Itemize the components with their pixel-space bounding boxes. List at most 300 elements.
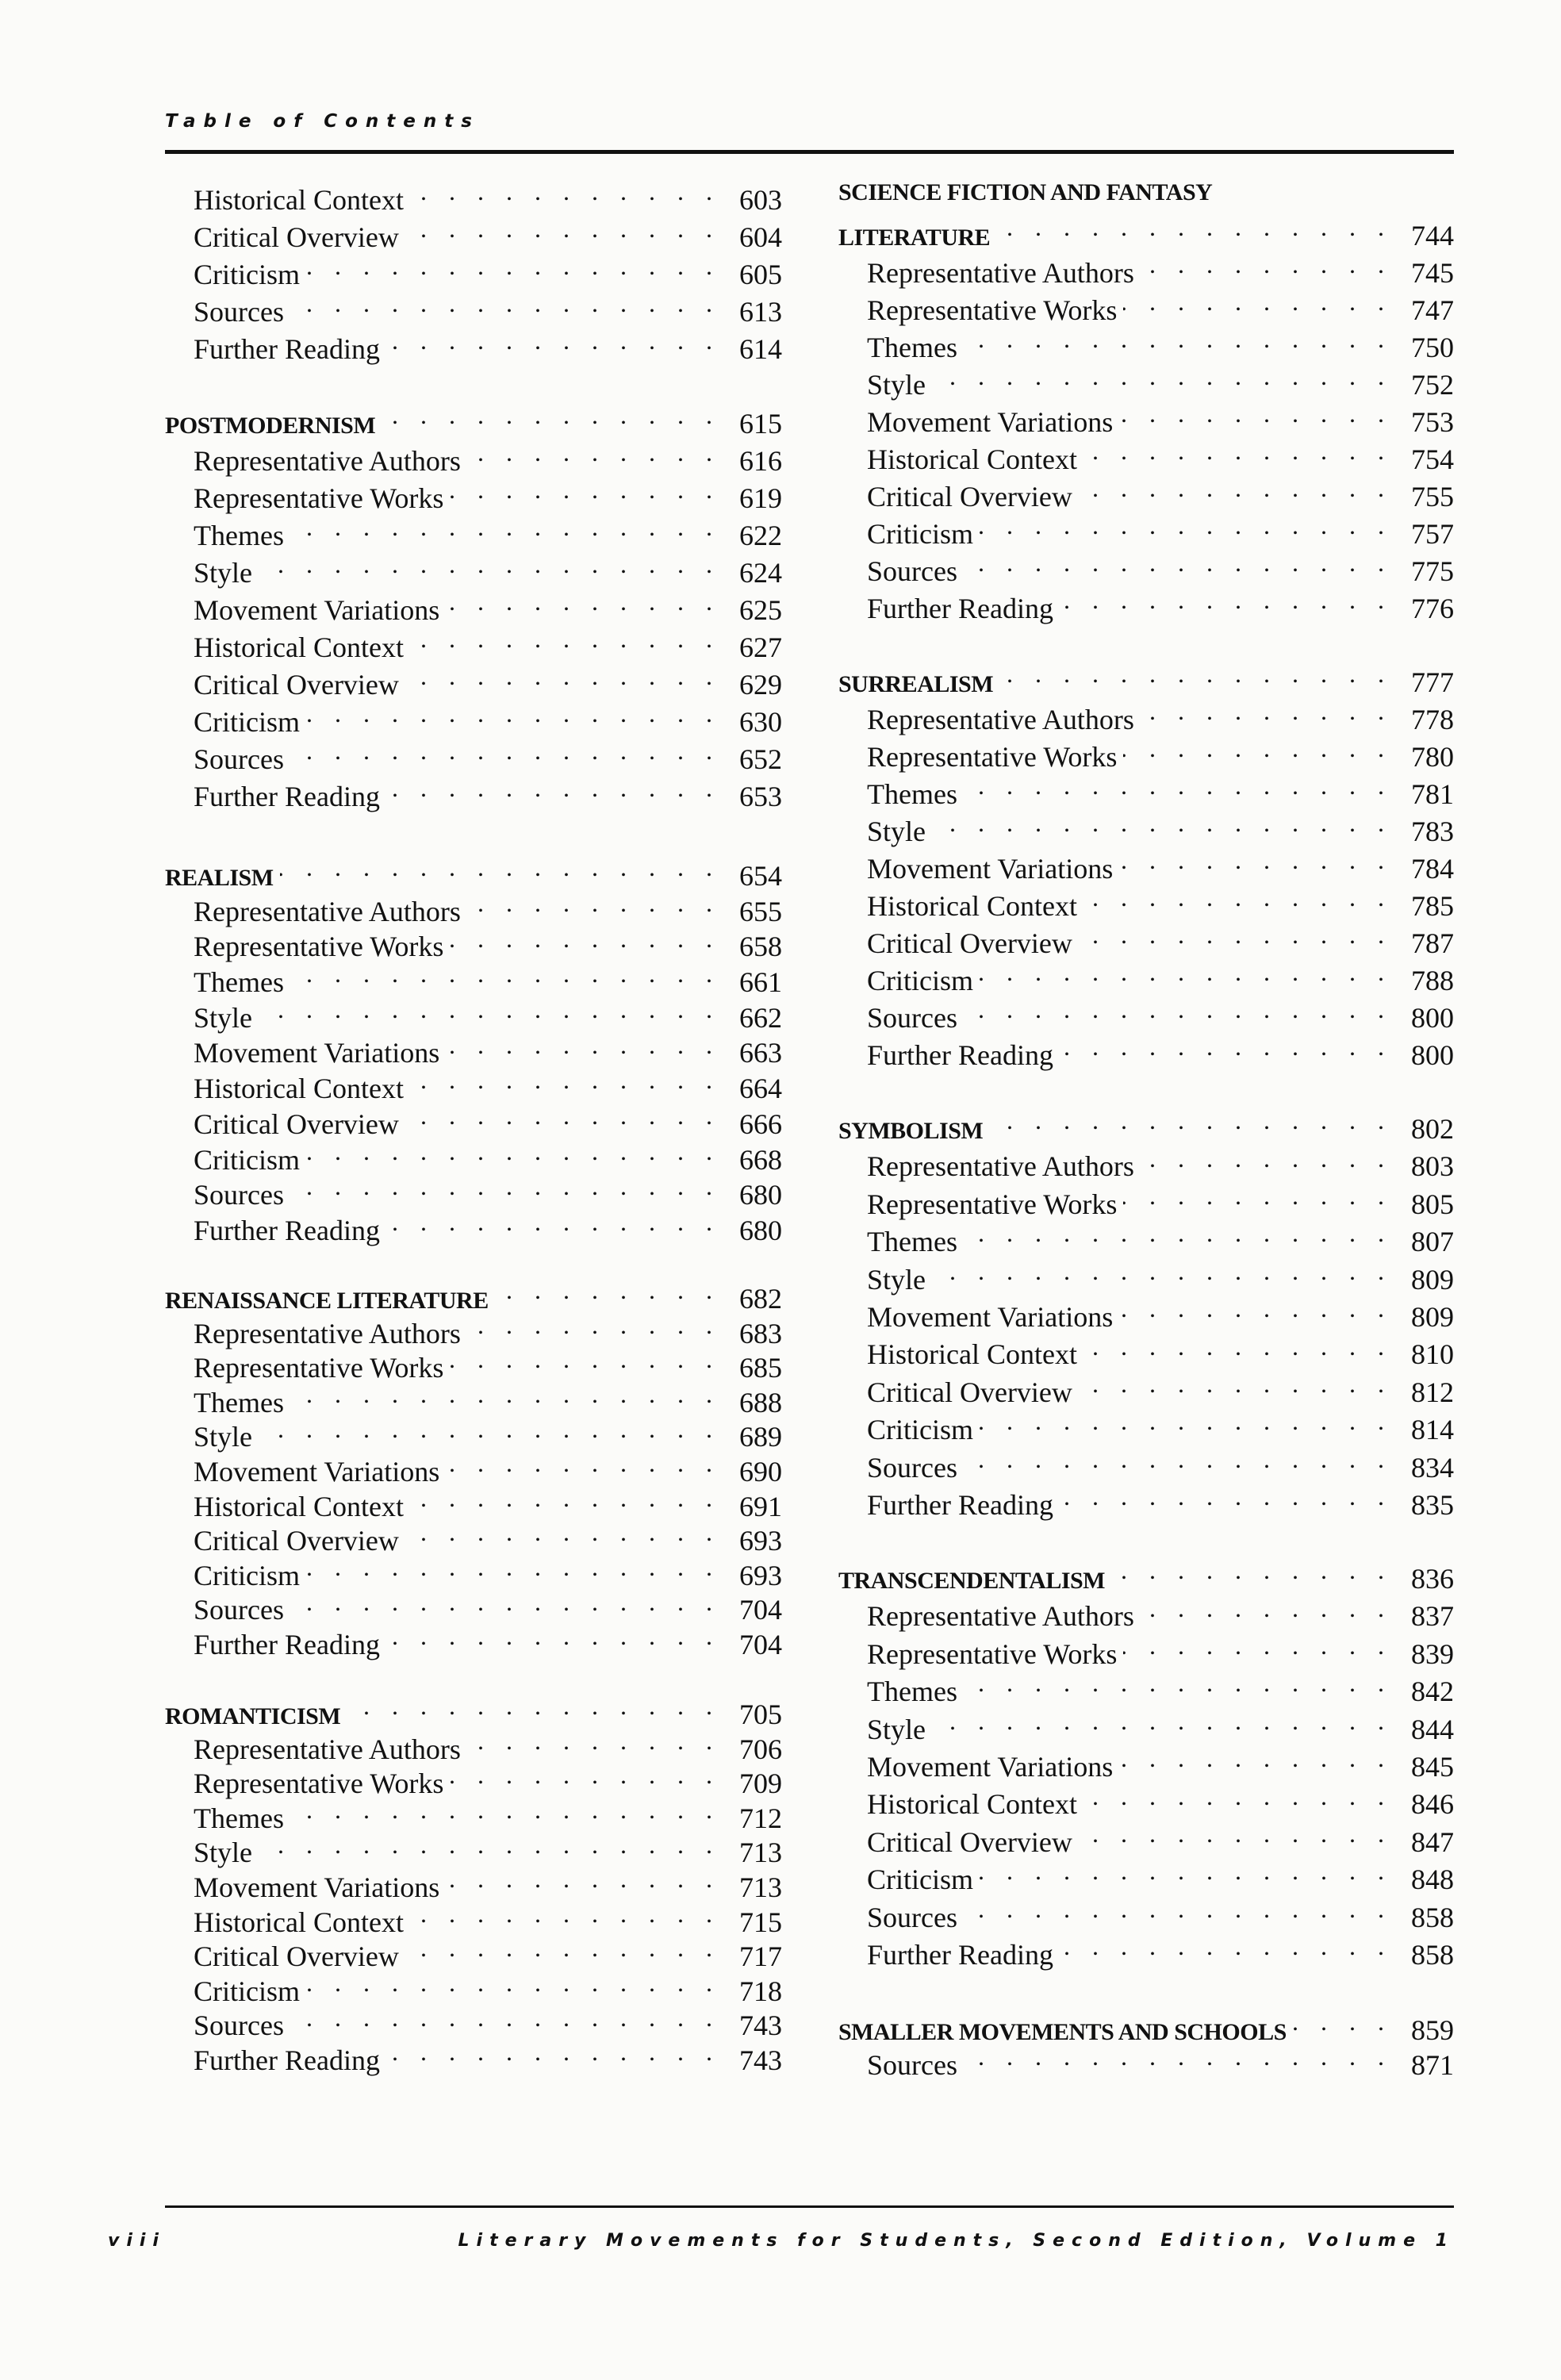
toc-entry[interactable] <box>838 291 1454 328</box>
toc-page-number: 604 <box>712 221 782 254</box>
toc-entry[interactable] <box>838 999 1454 1036</box>
toc-entry-label: SURREALISM <box>838 671 999 698</box>
toc-entry[interactable] <box>165 1626 782 1660</box>
toc-entry[interactable] <box>838 775 1454 812</box>
toc-entry[interactable] <box>165 1384 782 1418</box>
toc-page-number: 668 <box>712 1143 782 1177</box>
toc-page-number: 691 <box>712 1490 782 1523</box>
toc-entry[interactable] <box>838 1486 1454 1523</box>
toc-entry-label: Representative Authors <box>194 444 467 478</box>
toc-entry[interactable] <box>838 1373 1454 1411</box>
toc-entry[interactable] <box>165 777 782 815</box>
dot-leader <box>467 1315 712 1343</box>
toc-page-number: 718 <box>712 1975 782 2008</box>
toc-entry-label: Criticism <box>194 1975 306 2008</box>
toc-entry-label: Further Reading <box>867 1488 1060 1522</box>
toc-entry[interactable] <box>165 1315 782 1349</box>
toc-entry[interactable] <box>165 1488 782 1522</box>
toc-page-number: 787 <box>1384 927 1454 960</box>
toc-entry[interactable] <box>838 1261 1454 1298</box>
toc-entry-label: Style <box>194 556 259 589</box>
toc-entry[interactable] <box>165 2006 782 2041</box>
toc-page-number: 814 <box>1384 1413 1454 1446</box>
toc-entry[interactable] <box>838 1672 1454 1710</box>
toc-entry[interactable] <box>838 962 1454 999</box>
toc-entry[interactable] <box>838 887 1454 924</box>
toc-page-number: 662 <box>712 1001 782 1035</box>
toc-section <box>165 1695 782 2076</box>
dot-leader <box>999 663 1384 692</box>
toc-entry-label: Historical Context <box>867 1338 1083 1371</box>
toc-entry[interactable] <box>165 1453 782 1488</box>
running-head: Table of Contents <box>165 111 480 132</box>
toc-page-number: 616 <box>712 444 782 478</box>
toc-entry[interactable] <box>838 1223 1454 1260</box>
dot-leader <box>1079 1823 1384 1852</box>
toc-entry[interactable] <box>838 1147 1454 1184</box>
toc-entry-label: Further Reading <box>867 592 1060 625</box>
dot-leader <box>290 293 712 321</box>
toc-entry-label: Criticism <box>194 705 306 739</box>
toc-entry-label: Critical Overview <box>194 668 405 701</box>
toc-page-number: 802 <box>1384 1112 1454 1146</box>
toc-page-number: 788 <box>1384 964 1454 997</box>
toc-entry[interactable] <box>165 1764 782 1799</box>
dot-leader <box>1119 1298 1384 1326</box>
toc-page-number: 775 <box>1384 555 1454 588</box>
dot-leader <box>1119 850 1384 878</box>
dot-leader <box>450 479 712 508</box>
toc-entry-label: Critical Overview <box>867 927 1079 960</box>
toc-page-number: 800 <box>1384 1001 1454 1035</box>
toc-entry-label: Representative Authors <box>194 1317 467 1350</box>
toc-entry-label: Style <box>194 1001 259 1035</box>
toc-entry[interactable] <box>165 1418 782 1453</box>
dot-leader <box>964 1672 1384 1701</box>
dot-leader <box>290 1176 712 1204</box>
toc-section <box>165 181 782 367</box>
toc-page-number: 688 <box>712 1386 782 1419</box>
toc-entry[interactable] <box>165 1868 782 1903</box>
toc-section-heading[interactable] <box>838 2011 1454 2046</box>
toc-page-number: 627 <box>712 631 782 664</box>
toc-entry-label: Critical Overview <box>867 480 1079 513</box>
toc-entry[interactable] <box>165 479 782 516</box>
toc-entry[interactable] <box>838 1298 1454 1335</box>
toc-section-heading[interactable] <box>165 405 782 442</box>
toc-section-heading-line[interactable] <box>838 179 1454 217</box>
toc-page-number: 858 <box>1384 1938 1454 1971</box>
toc-page-number: 835 <box>1384 1488 1454 1522</box>
toc-entry-label: Sources <box>194 743 290 776</box>
toc-entry-label: RENAISSANCE LITERATURE <box>165 1288 495 1315</box>
toc-page-number: 776 <box>1384 592 1454 625</box>
dot-leader <box>280 857 712 885</box>
toc-entry-label: Historical Context <box>194 1906 410 1939</box>
toc-section <box>165 405 782 815</box>
dot-leader <box>1141 254 1384 282</box>
toc-entry-label: Critical Overview <box>194 1524 405 1557</box>
toc-entry[interactable] <box>165 255 782 293</box>
toc-entry[interactable] <box>838 515 1454 552</box>
toc-page-number: 846 <box>1384 1787 1454 1821</box>
toc-entry[interactable] <box>165 1349 782 1384</box>
dot-leader <box>1083 887 1384 916</box>
toc-page-number: 844 <box>1384 1713 1454 1746</box>
toc-entry-label: Historical Context <box>194 1072 410 1105</box>
toc-entry[interactable] <box>165 740 782 777</box>
toc-entry[interactable] <box>838 1335 1454 1372</box>
toc-entry[interactable] <box>165 293 782 330</box>
dot-leader <box>932 1261 1384 1289</box>
toc-entry-label: Further Reading <box>194 1214 386 1247</box>
toc-page-number: 605 <box>712 258 782 291</box>
toc-entry-label: Movement Variations <box>194 1871 446 1904</box>
dot-leader <box>964 552 1384 581</box>
toc-section <box>838 1560 1454 1973</box>
dot-leader <box>980 515 1384 543</box>
toc-entry[interactable] <box>838 1785 1454 1822</box>
toc-entry-label: Themes <box>867 777 964 811</box>
footer-rule <box>165 2205 1454 2208</box>
toc-entry[interactable] <box>165 181 782 218</box>
toc-entry-label: POSTMODERNISM <box>165 413 382 440</box>
dot-leader <box>386 1626 712 1654</box>
toc-entry-label: Representative Works <box>867 1188 1123 1221</box>
toc-entry-label: Movement Variations <box>867 852 1119 885</box>
toc-entry[interactable] <box>838 440 1454 478</box>
toc-page-number: 614 <box>712 332 782 366</box>
dot-leader <box>410 628 712 657</box>
dot-leader <box>386 1211 712 1240</box>
toc-entry-label: Criticism <box>194 1559 306 1592</box>
toc-entry[interactable] <box>838 1036 1454 1073</box>
toc-entry[interactable] <box>165 628 782 666</box>
toc-entry[interactable] <box>165 1211 782 1247</box>
dot-leader <box>964 1898 1384 1927</box>
toc-entry-label: Further Reading <box>194 2044 386 2077</box>
toc-entry-label: Sources <box>867 1901 964 1934</box>
toc-page-number: 783 <box>1384 815 1454 848</box>
toc-entry[interactable] <box>165 554 782 591</box>
toc-page-number: 654 <box>712 859 782 892</box>
toc-page-number: 744 <box>1384 219 1454 252</box>
toc-page-number: 712 <box>712 1802 782 1835</box>
toc-entry[interactable] <box>838 1898 1454 1936</box>
toc-entry[interactable] <box>838 366 1454 403</box>
toc-page-number: 837 <box>1384 1599 1454 1633</box>
toc-entry[interactable] <box>165 999 782 1035</box>
toc-entry[interactable] <box>165 516 782 554</box>
dot-leader <box>386 2041 712 2070</box>
toc-section-heading[interactable] <box>165 857 782 892</box>
toc-entry[interactable] <box>165 892 782 928</box>
toc-entry[interactable] <box>838 1860 1454 1898</box>
toc-section <box>838 2011 1454 2081</box>
toc-entry[interactable] <box>165 1591 782 1626</box>
toc-page-number: 757 <box>1384 517 1454 551</box>
dot-leader <box>467 1730 712 1759</box>
toc-entry-label: Further Reading <box>867 1938 1060 1971</box>
dot-leader <box>446 1453 712 1481</box>
toc-page-number: 622 <box>712 519 782 552</box>
toc-entry-label: Representative Authors <box>867 703 1141 736</box>
toc-entry-label: Critical Overview <box>867 1376 1079 1409</box>
toc-entry-label: Style <box>867 1263 932 1296</box>
toc-entry-label: Themes <box>867 1225 964 1258</box>
toc-entry[interactable] <box>165 591 782 628</box>
dot-leader <box>405 1522 712 1550</box>
toc-entry[interactable] <box>838 738 1454 775</box>
toc-entry-label: Representative Authors <box>867 256 1141 290</box>
toc-entry[interactable] <box>165 703 782 740</box>
dot-leader <box>1123 1635 1384 1664</box>
toc-page-number: 743 <box>712 2009 782 2042</box>
toc-entry[interactable] <box>838 478 1454 515</box>
toc-page-number: 613 <box>712 295 782 328</box>
toc-entry-label: Criticism <box>194 258 306 291</box>
toc-entry-label: Movement Variations <box>867 1750 1119 1783</box>
dot-leader <box>259 999 712 1027</box>
book-title: Literary Movements for Students, Second Edition, Volume 1 <box>458 2231 1455 2251</box>
dot-leader <box>467 892 712 921</box>
toc-page-number: 652 <box>712 743 782 776</box>
toc-section-heading[interactable] <box>838 1560 1454 1597</box>
toc-entry[interactable] <box>165 666 782 703</box>
toc-page-number: 781 <box>1384 777 1454 811</box>
toc-entry-label: Criticism <box>867 964 980 997</box>
dot-leader <box>495 1280 712 1308</box>
toc-entry-label: Sources <box>867 1001 964 1035</box>
toc-entry-label: Further Reading <box>194 780 386 813</box>
toc-entry[interactable] <box>838 924 1454 962</box>
toc-entry-label: Movement Variations <box>867 1300 1119 1334</box>
toc-entry[interactable] <box>165 442 782 479</box>
toc-page-number: 805 <box>1384 1188 1454 1221</box>
dot-leader <box>989 1110 1384 1138</box>
toc-page-number: 836 <box>1384 1562 1454 1595</box>
toc-entry[interactable] <box>838 1635 1454 1672</box>
toc-entry[interactable] <box>838 403 1454 440</box>
toc-entry[interactable] <box>165 1069 782 1105</box>
toc-entry[interactable] <box>165 1034 782 1069</box>
toc-entry-label: Criticism <box>867 1863 980 1896</box>
dot-leader <box>980 1860 1384 1889</box>
toc-section <box>838 1110 1454 1523</box>
dot-leader <box>446 1868 712 1897</box>
toc-entry[interactable] <box>165 1730 782 1765</box>
toc-entry-label: Movement Variations <box>194 1036 446 1069</box>
toc-entry[interactable] <box>838 1936 1454 1973</box>
toc-entry-label: Style <box>194 1836 259 1869</box>
toc-entry-label: Historical Context <box>194 183 410 217</box>
toc-page-number: 834 <box>1384 1451 1454 1484</box>
dot-leader <box>980 1411 1384 1439</box>
toc-entry-label: Historical Context <box>867 443 1083 476</box>
toc-entry[interactable] <box>838 812 1454 850</box>
toc-page-number: 658 <box>712 930 782 963</box>
toc-page-number: 803 <box>1384 1150 1454 1183</box>
toc-entry[interactable] <box>165 1176 782 1211</box>
toc-entry[interactable] <box>838 1710 1454 1748</box>
dot-leader <box>1111 1560 1384 1588</box>
toc-page-number: 663 <box>712 1036 782 1069</box>
toc-entry[interactable] <box>838 701 1454 738</box>
toc-entry[interactable] <box>838 254 1454 291</box>
dot-leader <box>1123 738 1384 766</box>
dot-leader <box>306 1972 712 2001</box>
page-number: viii <box>108 2231 166 2251</box>
dot-leader <box>450 927 712 956</box>
dot-leader <box>290 1591 712 1619</box>
dot-leader <box>382 405 712 433</box>
toc-section-heading[interactable] <box>165 1695 782 1730</box>
toc-entry[interactable] <box>838 1411 1454 1448</box>
toc-page-number: 624 <box>712 556 782 589</box>
toc-page-number: 704 <box>712 1593 782 1626</box>
toc-entry[interactable] <box>165 1833 782 1868</box>
dot-leader <box>980 962 1384 990</box>
toc-page-number: 747 <box>1384 294 1454 327</box>
toc-page-number: 689 <box>712 1420 782 1453</box>
toc-entry-label: Sources <box>194 2009 290 2042</box>
toc-page-number: 717 <box>712 1940 782 1973</box>
toc-page-number: 810 <box>1384 1338 1454 1371</box>
toc-entry[interactable] <box>838 328 1454 366</box>
toc-entry-label: Critical Overview <box>194 1107 405 1141</box>
dot-leader <box>290 1799 712 1828</box>
toc-entry-label: Sources <box>867 555 964 588</box>
toc-page-number: 693 <box>712 1559 782 1592</box>
toc-entry-label: Historical Context <box>867 1787 1083 1821</box>
toc-entry[interactable] <box>165 1105 782 1141</box>
toc-page-number: 682 <box>712 1282 782 1315</box>
dot-leader <box>932 812 1384 841</box>
toc-section <box>165 1280 782 1660</box>
toc-entry-label: TRANSCENDENTALISM <box>838 1568 1111 1595</box>
toc-entry[interactable] <box>838 552 1454 589</box>
toc-entry-label: Representative Works <box>194 1351 450 1384</box>
dot-leader <box>450 1764 712 1793</box>
toc-page-number: 809 <box>1384 1300 1454 1334</box>
toc-entry[interactable] <box>838 1823 1454 1860</box>
toc-page-number: 683 <box>712 1317 782 1350</box>
dot-leader <box>386 777 712 806</box>
dot-leader <box>290 740 712 769</box>
toc-entry[interactable] <box>838 589 1454 627</box>
toc-entry[interactable] <box>838 1597 1454 1634</box>
toc-page-number: 713 <box>712 1871 782 1904</box>
dot-leader <box>259 1418 712 1446</box>
dot-leader <box>932 1710 1384 1739</box>
dot-leader <box>964 999 1384 1027</box>
toc-entry-label: Themes <box>867 1675 964 1708</box>
dot-leader <box>964 1449 1384 1477</box>
dot-leader <box>410 1903 712 1932</box>
toc-entry-label: Further Reading <box>194 1628 386 1661</box>
toc-page-number: 743 <box>712 2044 782 2077</box>
toc-page-number: 871 <box>1384 2048 1454 2082</box>
toc-entry[interactable] <box>838 1185 1454 1223</box>
toc-entry-label: Representative Authors <box>194 1733 467 1766</box>
toc-entry[interactable] <box>165 927 782 963</box>
toc-entry[interactable] <box>165 1799 782 1834</box>
dot-leader <box>259 1833 712 1862</box>
dot-leader <box>306 255 712 284</box>
toc-entry[interactable] <box>838 2046 1454 2081</box>
toc-section <box>165 857 782 1247</box>
toc-entry[interactable] <box>165 1557 782 1591</box>
toc-entry[interactable] <box>165 330 782 367</box>
toc-page-number: 800 <box>1384 1038 1454 1072</box>
toc-entry-label: Style <box>867 1713 932 1746</box>
toc-entry-label: Style <box>867 815 932 848</box>
toc-page-number: 807 <box>1384 1225 1454 1258</box>
toc-page-number: 705 <box>712 1698 782 1731</box>
toc-page-number: 809 <box>1384 1263 1454 1296</box>
toc-entry[interactable] <box>165 2041 782 2076</box>
toc-entry[interactable] <box>838 1748 1454 1785</box>
toc-page-number: 693 <box>712 1524 782 1557</box>
toc-page-number: 780 <box>1384 740 1454 774</box>
toc-entry[interactable] <box>838 1449 1454 1486</box>
toc-entry[interactable] <box>165 1972 782 2007</box>
dot-leader <box>964 328 1384 357</box>
toc-entry[interactable] <box>165 1522 782 1557</box>
toc-page-number: 680 <box>712 1214 782 1247</box>
dot-leader <box>410 181 712 209</box>
toc-page-number: 845 <box>1384 1750 1454 1783</box>
toc-entry-label: Critical Overview <box>194 1940 405 1973</box>
dot-leader <box>964 2046 1384 2075</box>
toc-section-heading[interactable] <box>838 663 1454 701</box>
toc-page-number: 847 <box>1384 1825 1454 1859</box>
toc-page-number: 666 <box>712 1107 782 1141</box>
dot-leader <box>1293 2011 1384 2040</box>
toc-page-number: 615 <box>712 407 782 440</box>
toc-section-heading[interactable] <box>165 1280 782 1315</box>
dot-leader <box>1079 1373 1384 1402</box>
toc-entry[interactable] <box>165 1903 782 1938</box>
toc-entry-label: Themes <box>194 965 290 999</box>
toc-page-number: 661 <box>712 965 782 999</box>
toc-entry-label: SYMBOLISM <box>838 1118 989 1145</box>
toc-entry[interactable] <box>165 218 782 255</box>
toc-entry-label: Representative Works <box>194 1767 450 1800</box>
toc-entry-label: Sources <box>194 1593 290 1626</box>
toc-section-heading[interactable] <box>838 1110 1454 1147</box>
toc-entry-label: Critical Overview <box>194 221 405 254</box>
toc-page-number: 704 <box>712 1628 782 1661</box>
toc-page-number: 842 <box>1384 1675 1454 1708</box>
dot-leader <box>1141 701 1384 729</box>
dot-leader <box>1079 924 1384 953</box>
toc-entry[interactable] <box>165 1937 782 1972</box>
toc-section <box>838 179 1454 627</box>
dot-leader <box>467 442 712 470</box>
dot-leader <box>1060 589 1384 618</box>
dot-leader <box>405 218 712 247</box>
toc-entry-label: Further Reading <box>194 332 386 366</box>
dot-leader <box>1079 478 1384 506</box>
toc-entry[interactable] <box>165 1141 782 1177</box>
toc-page-number: 603 <box>712 183 782 217</box>
dot-leader <box>996 217 1384 245</box>
toc-entry[interactable] <box>165 963 782 999</box>
toc-section-heading[interactable] <box>838 217 1454 254</box>
toc-entry[interactable] <box>838 850 1454 887</box>
toc-page-number: 859 <box>1384 2013 1454 2047</box>
